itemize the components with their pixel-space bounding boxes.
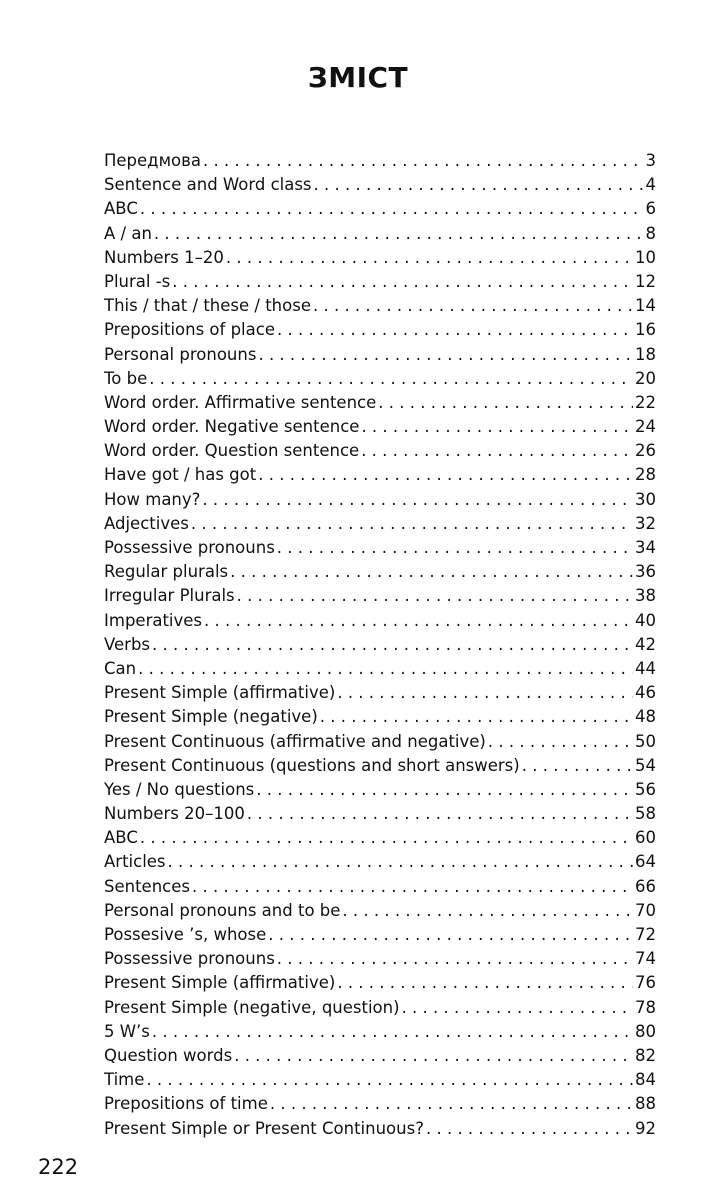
toc-entry-page: 22 bbox=[635, 392, 656, 412]
toc-leader-dots bbox=[203, 149, 644, 173]
toc-leader-dots bbox=[314, 173, 644, 197]
toc-entry bbox=[104, 899, 656, 923]
toc-entry bbox=[104, 633, 656, 657]
toc-entry-page: 44 bbox=[635, 658, 656, 678]
toc-entry-label: Personal pronouns bbox=[104, 344, 257, 364]
toc-entry bbox=[104, 149, 656, 173]
toc-entry-page: 76 bbox=[635, 973, 656, 993]
toc-entry-label: Yes / No questions bbox=[104, 779, 255, 799]
toc-entry bbox=[104, 1092, 656, 1116]
toc-entry-label: Time bbox=[104, 1070, 145, 1090]
toc-leader-dots bbox=[152, 633, 633, 657]
toc-entry-page: 36 bbox=[635, 562, 656, 582]
toc-entry-page: 64 bbox=[635, 852, 656, 872]
toc-entry-page: 24 bbox=[635, 417, 656, 437]
toc-entry-label: Adjectives bbox=[104, 513, 189, 533]
toc-entry-label: Present Simple (affirmative) bbox=[104, 973, 336, 993]
toc-leader-dots bbox=[378, 391, 633, 415]
toc-leader-dots bbox=[337, 681, 633, 705]
toc-entry bbox=[104, 609, 656, 633]
toc-entry-label: How many? bbox=[104, 489, 201, 509]
toc-entry-label: Word order. Negative sentence bbox=[104, 417, 360, 437]
toc-entry-page: 20 bbox=[635, 368, 656, 388]
page-number: 222 bbox=[38, 1155, 79, 1179]
toc-leader-dots bbox=[226, 246, 633, 270]
toc-entry bbox=[104, 971, 656, 995]
toc-leader-dots bbox=[277, 318, 633, 342]
toc-entry-label: Present Simple (affirmative) bbox=[104, 683, 336, 703]
toc-leader-dots bbox=[488, 730, 633, 754]
toc-entry-label: Present Continuous (questions and short answers) bbox=[104, 755, 520, 775]
toc-entry-page: 30 bbox=[635, 489, 656, 509]
toc-entry bbox=[104, 463, 656, 487]
toc-leader-dots bbox=[342, 899, 633, 923]
toc-entry bbox=[104, 802, 656, 826]
toc-entry-page: 28 bbox=[635, 465, 656, 485]
toc-entry bbox=[104, 681, 656, 705]
toc-leader-dots bbox=[146, 1068, 633, 1092]
toc-entry bbox=[104, 1020, 656, 1044]
toc-entry-label: 5 W’s bbox=[104, 1021, 150, 1041]
toc-entry-label: Have got / has got bbox=[104, 465, 257, 485]
toc-entry-page: 40 bbox=[635, 610, 656, 630]
toc-entry bbox=[104, 343, 656, 367]
toc-leader-dots bbox=[149, 367, 633, 391]
toc-entry bbox=[104, 996, 656, 1020]
toc-entry-label: Prepositions of time bbox=[104, 1094, 268, 1114]
toc-entry-page: 46 bbox=[635, 683, 656, 703]
toc-entry bbox=[104, 439, 656, 463]
toc-leader-dots bbox=[230, 560, 633, 584]
toc-entry-page: 82 bbox=[635, 1045, 656, 1065]
toc-entry-page: 34 bbox=[635, 538, 656, 557]
toc-entry bbox=[104, 850, 656, 874]
toc-leader-dots bbox=[270, 1092, 633, 1116]
toc-entry bbox=[104, 778, 656, 802]
toc-entry-page: 4 bbox=[645, 175, 656, 195]
toc-entry bbox=[104, 318, 656, 342]
toc-entry-page: 66 bbox=[635, 876, 656, 896]
toc-entry bbox=[104, 415, 656, 439]
toc-entry bbox=[104, 294, 656, 318]
toc-entry bbox=[104, 1068, 656, 1092]
toc-entry-page: 16 bbox=[635, 320, 656, 340]
toc-entry-label: Verbs bbox=[104, 634, 151, 654]
toc-entry-label: Imperatives bbox=[104, 610, 203, 630]
toc-entry-page: 18 bbox=[635, 344, 656, 364]
toc-entry-page: 72 bbox=[635, 925, 656, 944]
toc-leader-dots bbox=[258, 463, 633, 487]
toc-entry-label: Present Simple or Present Continuous? bbox=[104, 1118, 424, 1138]
toc-entry-label: Possessive pronouns bbox=[104, 538, 275, 557]
toc-entry-page: 42 bbox=[635, 634, 656, 654]
toc-entry-label: Present Continuous (affirmative and negative) bbox=[104, 731, 486, 751]
toc-leader-dots bbox=[168, 850, 633, 874]
toc-entry bbox=[104, 367, 656, 391]
toc-entry-page: 26 bbox=[635, 441, 656, 461]
toc-leader-dots bbox=[320, 705, 633, 729]
toc-entry bbox=[104, 826, 656, 850]
toc-entry-label: Present Simple (negative, question) bbox=[104, 997, 400, 1017]
toc-entry-label: ABC bbox=[104, 199, 138, 219]
toc-entry bbox=[104, 730, 656, 754]
toc-leader-dots bbox=[426, 1117, 633, 1141]
toc-leader-dots bbox=[522, 754, 633, 778]
toc-entry bbox=[104, 222, 656, 246]
toc-entry-page: 58 bbox=[635, 804, 656, 824]
toc-entry-page: 84 bbox=[635, 1070, 656, 1090]
toc-entry bbox=[104, 584, 656, 608]
toc-entry-label: Regular plurals bbox=[104, 562, 229, 582]
toc-entry-label: ABC bbox=[104, 828, 138, 848]
toc-entry bbox=[104, 270, 656, 294]
toc-entry bbox=[104, 705, 656, 729]
toc-entry bbox=[104, 391, 656, 415]
toc-entry bbox=[104, 923, 656, 947]
toc-entry bbox=[104, 1117, 656, 1141]
toc-entry bbox=[104, 488, 656, 512]
toc-entry-label: Передмова bbox=[104, 151, 201, 170]
toc-entry-page: 56 bbox=[635, 779, 656, 799]
toc-entry-label: To be bbox=[104, 368, 148, 388]
toc-entry bbox=[104, 560, 656, 584]
toc-leader-dots bbox=[172, 270, 633, 294]
toc-entry-label: Sentence and Word class bbox=[104, 175, 312, 195]
toc-entry-page: 32 bbox=[635, 513, 656, 533]
toc-entry-label: This / that / these / those bbox=[104, 296, 311, 316]
toc-entry-page: 54 bbox=[635, 755, 656, 775]
toc-leader-dots bbox=[140, 197, 644, 221]
toc-entry-page: 50 bbox=[635, 731, 656, 751]
toc-entry-label: Question words bbox=[104, 1045, 233, 1065]
toc-entry-page: 38 bbox=[635, 586, 656, 606]
toc-leader-dots bbox=[191, 512, 633, 536]
toc-entry bbox=[104, 947, 656, 971]
toc-leader-dots bbox=[140, 826, 633, 850]
page-title: ЗМІСТ bbox=[307, 61, 409, 94]
toc-entry-label: Present Simple (negative) bbox=[104, 707, 318, 727]
toc-entry-label: Numbers 1–20 bbox=[104, 247, 224, 267]
toc-leader-dots bbox=[154, 222, 644, 246]
toc-entry-label: Irregular Plurals bbox=[104, 586, 235, 606]
toc-leader-dots bbox=[247, 802, 633, 826]
toc-entry-label: Plural -s bbox=[104, 271, 171, 291]
toc-entry-label: Possessive pronouns bbox=[104, 949, 275, 969]
toc-leader-dots bbox=[268, 923, 633, 947]
toc-entry-label: Possesive ’s, whose bbox=[104, 925, 267, 944]
toc-leader-dots bbox=[337, 971, 633, 995]
toc-leader-dots bbox=[277, 947, 633, 971]
toc-entry-page: 3 bbox=[645, 151, 656, 170]
toc-leader-dots bbox=[258, 343, 633, 367]
toc-entry-label: Sentences bbox=[104, 876, 190, 896]
toc-entry-page: 10 bbox=[635, 247, 656, 267]
toc-entry bbox=[104, 875, 656, 899]
toc-entry-page: 80 bbox=[635, 1021, 656, 1041]
toc-entry-page: 88 bbox=[635, 1094, 656, 1114]
toc-leader-dots bbox=[361, 415, 633, 439]
toc-entry-page: 14 bbox=[635, 296, 656, 316]
toc-entry-label: Articles bbox=[104, 852, 166, 872]
toc-entry-page: 60 bbox=[635, 828, 656, 848]
toc-entry bbox=[104, 197, 656, 221]
toc-entry bbox=[104, 754, 656, 778]
toc-entry bbox=[104, 1044, 656, 1068]
toc-entry-label: Word order. Question sentence bbox=[104, 441, 360, 461]
toc-leader-dots bbox=[402, 996, 633, 1020]
toc-entry-page: 74 bbox=[635, 949, 656, 969]
toc-leader-dots bbox=[361, 439, 633, 463]
toc-leader-dots bbox=[192, 875, 633, 899]
toc-entry-page: 8 bbox=[645, 223, 656, 243]
toc-leader-dots bbox=[152, 1020, 633, 1044]
toc-leader-dots bbox=[204, 609, 633, 633]
toc-entry-label: Personal pronouns and to be bbox=[104, 900, 341, 920]
toc-entry-label: Can bbox=[104, 658, 137, 678]
toc-entry bbox=[104, 246, 656, 270]
toc-leader-dots bbox=[256, 778, 633, 802]
toc-entry-page: 48 bbox=[635, 707, 656, 727]
toc-leader-dots bbox=[202, 488, 633, 512]
toc-entry-label: Word order. Affirmative sentence bbox=[104, 392, 377, 412]
toc-entry-label: Numbers 20–100 bbox=[104, 804, 245, 824]
toc-entry-page: 92 bbox=[635, 1118, 656, 1138]
toc-entry-page: 6 bbox=[645, 199, 656, 219]
toc-entry bbox=[104, 657, 656, 681]
toc-leader-dots bbox=[234, 1044, 633, 1068]
toc-entry-page: 70 bbox=[635, 900, 656, 920]
table-of-contents bbox=[104, 149, 656, 1141]
toc-leader-dots bbox=[313, 294, 633, 318]
toc-entry bbox=[104, 536, 656, 560]
toc-leader-dots bbox=[138, 657, 633, 681]
toc-leader-dots bbox=[237, 584, 633, 608]
toc-entry-page: 12 bbox=[635, 271, 656, 291]
toc-entry-page: 78 bbox=[635, 997, 656, 1017]
toc-entry-label: A / an bbox=[104, 223, 152, 243]
toc-leader-dots bbox=[277, 536, 633, 560]
toc-entry-label: Prepositions of place bbox=[104, 320, 275, 340]
toc-entry bbox=[104, 512, 656, 536]
toc-entry bbox=[104, 173, 656, 197]
